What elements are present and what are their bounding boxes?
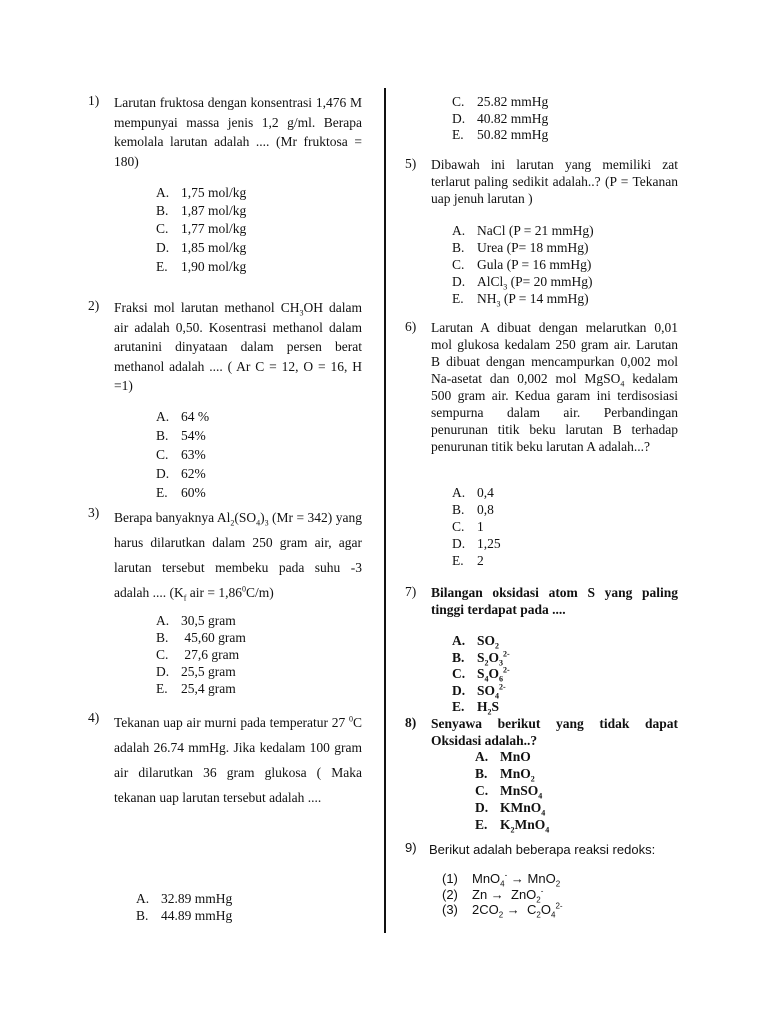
option-b[interactable]: B. 45,60 gram	[156, 630, 246, 645]
option-d[interactable]: D. 40.82 mmHg	[452, 110, 549, 126]
option-c[interactable]: C. Gula (P = 16 mmHg)	[452, 257, 592, 272]
question-6-options	[452, 484, 501, 569]
question-text: Fraksi mol larutan methanol $CH_3OH$ dalam air adalah 0,50. Kosentrasi methanol dalam arutanini dinyataan dalam persen berat methanol adalah .... ( Ar C = 12, O = 16, H =1)	[114, 300, 362, 393]
question-4-options-part1	[136, 890, 232, 924]
option-e[interactable]: E. $NH_3$ (P = 14 mmHg)	[452, 291, 589, 309]
option-e[interactable]: E. 2	[452, 553, 484, 568]
question-number: 4)	[88, 710, 100, 725]
question-1-options	[156, 184, 246, 276]
option-b[interactable]: B. 0,8	[452, 502, 494, 517]
option-c[interactable]: C. 1,77 mol/kg	[156, 221, 247, 236]
option-b[interactable]: B. $S_2O_3^{2-}$	[452, 649, 510, 668]
question-number: 7)	[405, 584, 417, 599]
column-divider	[384, 88, 386, 933]
option-c[interactable]: C. 63%	[156, 447, 206, 462]
option-e[interactable]: E. $H_2S$	[452, 699, 500, 717]
option-a[interactable]: A. 1,75 mol/kg	[156, 185, 247, 200]
question-number: 2)	[88, 298, 100, 313]
option-b[interactable]: B. 1,87 mol/kg	[156, 202, 247, 218]
option-e[interactable]: E. $K_2MnO_4$	[475, 817, 550, 835]
option-e[interactable]: E. 1,90 mol/kg	[156, 259, 247, 274]
question-1	[88, 93, 362, 171]
option-c[interactable]: C. 1	[452, 519, 484, 534]
option-a[interactable]: A. NaCl (P = 21 mmHg)	[452, 223, 594, 238]
reaction-1: (1) MnO$_4$- → MnO$_2$	[442, 870, 561, 889]
question-number: 5)	[405, 156, 417, 171]
question-8	[405, 715, 678, 749]
question-4-options-part2	[452, 93, 548, 143]
option-e[interactable]: E. 60%	[156, 485, 206, 500]
question-7-options	[452, 632, 510, 715]
option-b[interactable]: B. Urea (P= 18 mmHg)	[452, 240, 589, 255]
option-b[interactable]: B. MnO$_2$	[475, 766, 535, 784]
option-a[interactable]: A. 30,5 gram	[156, 613, 236, 628]
option-c[interactable]: C. 25.82 mmHg	[452, 94, 549, 109]
question-text: Tekanan uap air murni pada temperatur 27 $^0$C adalah 26.74 mmHg. Jika kedalam 100 gram air dilarutkan 36 gram glukosa ( Maka tekanan uap larutan tersebut adalah ....	[114, 714, 362, 805]
question-9	[405, 840, 678, 860]
option-b[interactable]: B. 44.89 mmHg	[136, 908, 233, 923]
option-d[interactable]: D. KMnO$_4$	[475, 800, 546, 818]
option-a[interactable]: A. 32.89 mmHg	[136, 891, 233, 906]
question-text: Bilangan oksidasi atom S yang paling tinggi terdapat pada ....	[431, 585, 678, 617]
option-a[interactable]: A. $SO_2$	[452, 633, 500, 651]
option-d[interactable]: D. 62%	[156, 466, 206, 481]
question-3	[88, 505, 362, 605]
question-text: Senyawa berikut yang tidak dapat Oksidasi adalah..?	[431, 716, 678, 748]
option-b[interactable]: B. 54%	[156, 428, 206, 443]
question-text: Dibawah ini larutan yang memiliki zat terlarut paling sedikit adalah..? (P = Tekanan uap jenuh larutan )	[431, 157, 678, 206]
option-e[interactable]: E. 50.82 mmHg	[452, 127, 549, 142]
question-9-reactions	[442, 870, 563, 920]
question-6	[405, 319, 678, 455]
option-a[interactable]: A. MnO	[475, 749, 531, 764]
question-5	[405, 156, 678, 207]
question-text: Larutan fruktosa dengan konsentrasi 1,476 M mempunyai massa jenis 1,2 g/ml. Berapa kemolala larutan adalah .... (Mr fruktosa = 180)	[114, 95, 362, 169]
option-d[interactable]: D. 1,25	[452, 536, 501, 551]
question-3-options	[156, 612, 246, 697]
question-text: Berikut adalah beberapa reaksi redoks:	[429, 842, 656, 857]
option-d[interactable]: D. 1,85 mol/kg	[156, 239, 247, 255]
option-d[interactable]: D. AlCl$_3$ (P= 20 mmHg)	[452, 274, 593, 292]
question-7	[405, 584, 678, 618]
question-2	[88, 298, 362, 396]
reaction-3: (3) $2CO_2 \to C_2O_4^{2-}$	[442, 901, 563, 920]
option-d[interactable]: D. 25,5 gram	[156, 664, 236, 679]
option-c[interactable]: C. 27,6 gram	[156, 647, 240, 662]
option-a[interactable]: A. 64 %	[156, 409, 210, 424]
question-2-options	[156, 408, 209, 503]
option-e[interactable]: E. 25,4 gram	[156, 681, 236, 696]
option-c[interactable]: C. $S_4O_6^{2-}$	[452, 665, 510, 684]
question-text: Berapa banyaknya $Al_2(SO_4)_3$ (Mr = 342) yang harus dilarutkan dalam 250 gram air, agar larutan tersebut membeku pada suhu -3 adalah .... ($K_f$ air = $1,86^0C/m$)	[114, 510, 362, 603]
question-number: 8)	[405, 715, 417, 730]
question-4	[88, 710, 362, 810]
option-a[interactable]: A. 0,4	[452, 485, 494, 500]
question-number: 6)	[405, 319, 417, 334]
option-c[interactable]: C. MnSO$_4$	[475, 783, 543, 801]
reaction-2: (2) Zn → ZnO$_2$-	[442, 886, 544, 905]
question-5-options	[452, 222, 594, 307]
question-8-options	[475, 748, 549, 833]
question-number: 9)	[405, 840, 417, 855]
question-text: Larutan A dibuat dengan melarutkan 0,01 mol glukosa kedalam 250 gram air. Larutan B dibuat dengan mencampurkan 0,002 mol Na-asetat dan 0,002 mol MgSO$_4$ kedalam 500 gram air. Kedua garam ini terdisosiasi sempurna dalam air. Perbandingan penurunan titik beku larutan B terhadap penurunan titik beku larutan A adalah...?	[431, 320, 678, 454]
question-number: 3)	[88, 505, 100, 520]
question-number: 1)	[88, 93, 100, 108]
option-d[interactable]: D. $SO_4^{2-}$	[452, 682, 506, 701]
